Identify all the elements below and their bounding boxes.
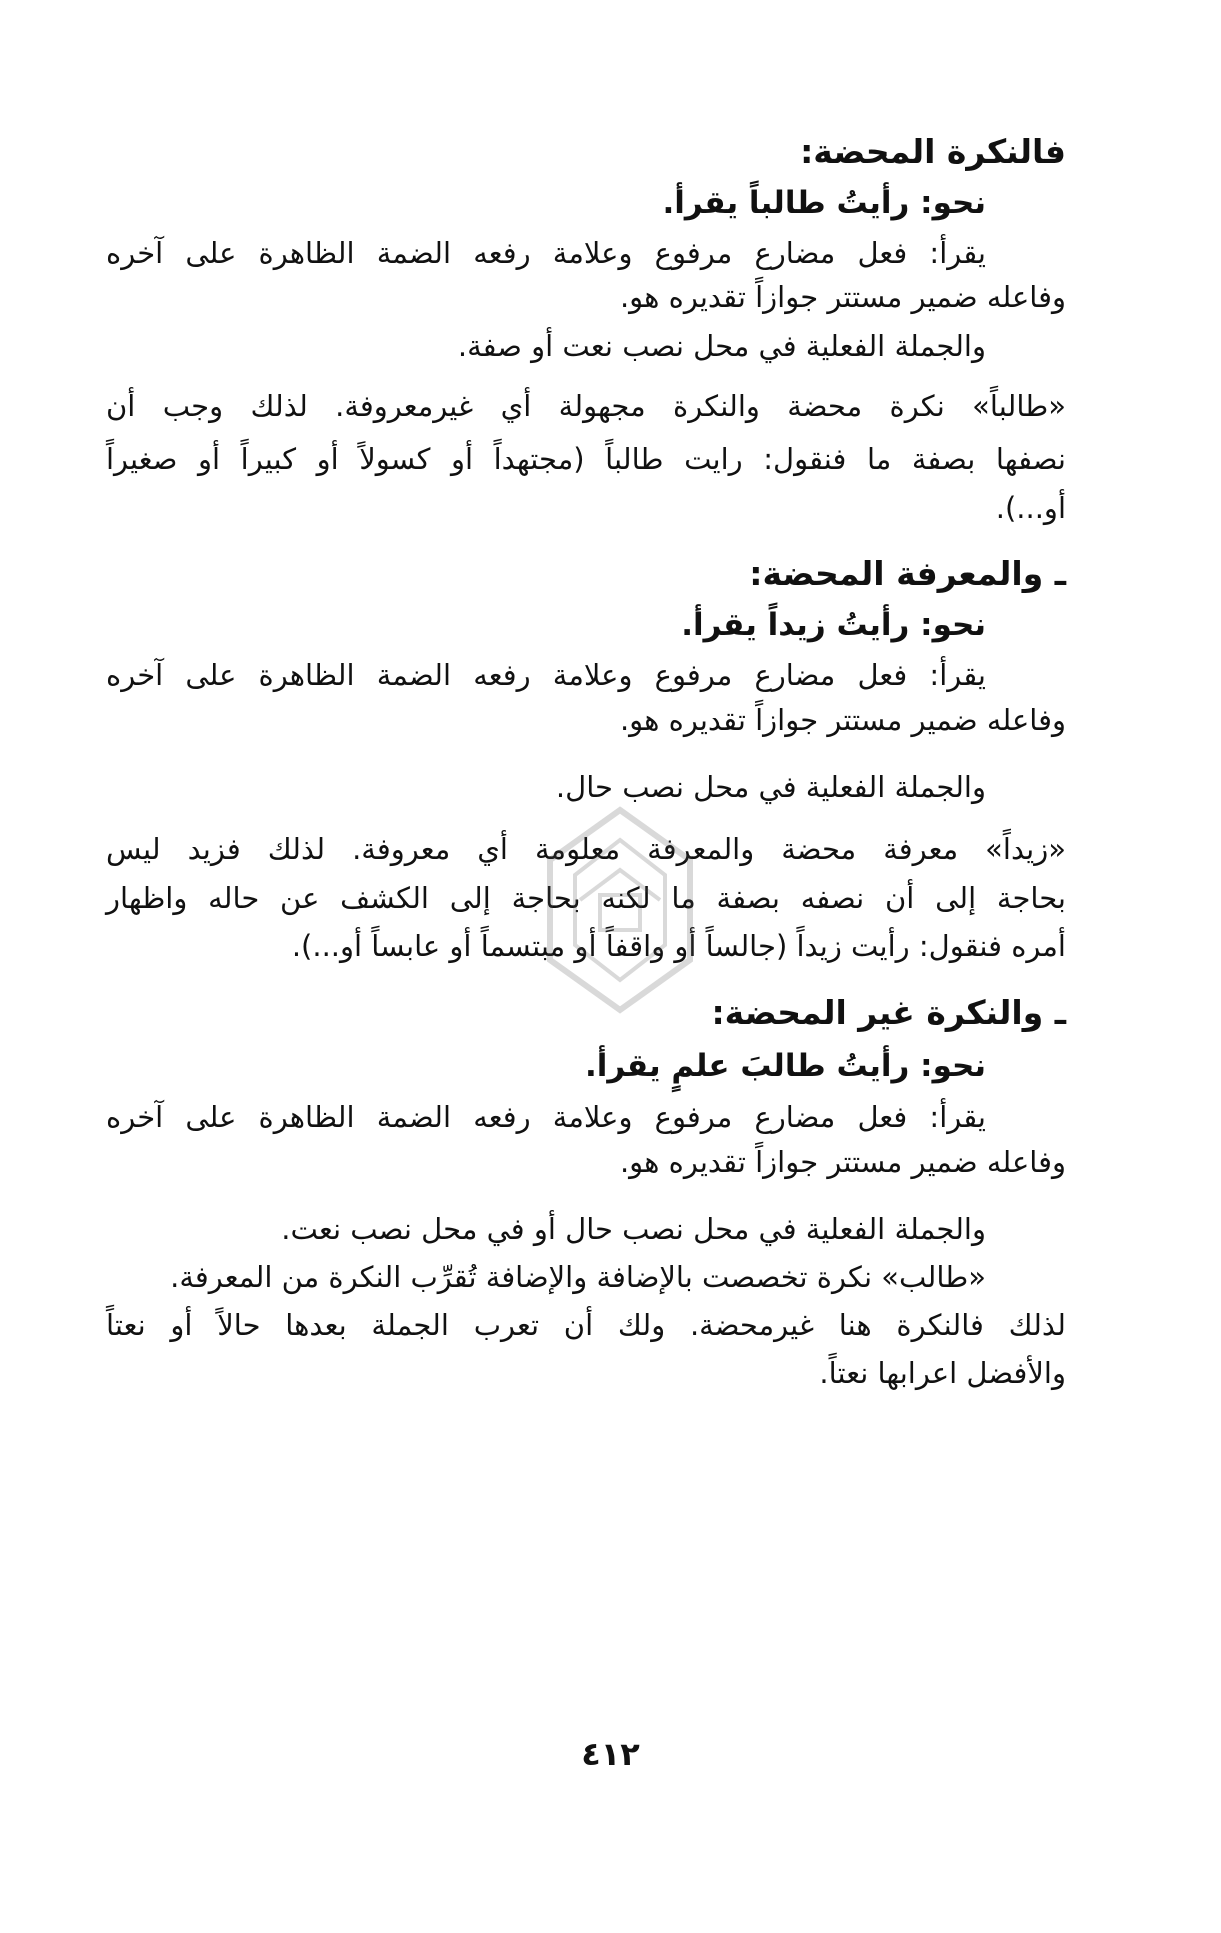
parse-line: يقرأ: فعل مضارع مرفوع وعلامة رفعه الضمة الظاهرة على آخره <box>106 1100 986 1134</box>
note-line: «زيداً» معرفة محضة والمعرفة معلومة أي معروفة. لذلك فزيد ليس <box>106 832 1066 866</box>
library-stamp-watermark <box>520 800 720 1020</box>
example-sentence: نحو: رأيتُ طالباً يقرأ. <box>662 185 986 221</box>
parse-line: يقرأ: فعل مضارع مرفوع وعلامة رفعه الضمة الظاهرة على آخره <box>106 236 986 270</box>
sentence-parse: والجملة الفعلية في محل نصب حال أو في محل نصب نعت. <box>281 1212 986 1246</box>
example-sentence: نحو: رأيتُ زيداً يقرأ. <box>681 607 986 643</box>
section-heading: فالنكرة المحضة: <box>800 132 1066 171</box>
note-line: «طالباً» نكرة محضة والنكرة مجهولة أي غيرمعروفة. لذلك وجب أن <box>106 389 1066 423</box>
note-line: لذلك فالنكرة هنا غيرمحضة. ولك أن تعرب الجملة بعدها حالاً أو نعتاً <box>106 1308 1066 1342</box>
example-sentence: نحو: رأيتُ طالبَ علمٍ يقرأ. <box>585 1048 986 1084</box>
section-heading: ـ والمعرفة المحضة: <box>749 554 1066 593</box>
note-line: أو...). <box>995 491 1066 525</box>
parse-line: وفاعله ضمير مستتر جوازاً تقديره هو. <box>619 280 1066 314</box>
sentence-parse: والجملة الفعلية في محل نصب نعت أو صفة. <box>457 329 986 363</box>
note-line: والأفضل اعرابها نعتاً. <box>819 1356 1066 1390</box>
section-heading: ـ والنكرة غير المحضة: <box>711 993 1066 1032</box>
note-line: أمره فنقول: رأيت زيداً (جالساً أو واقفاً أو مبتسماً أو عابساً أو...). <box>291 929 1066 963</box>
parse-line: وفاعله ضمير مستتر جوازاً تقديره هو. <box>619 703 1066 737</box>
parse-line: وفاعله ضمير مستتر جوازاً تقديره هو. <box>619 1145 1066 1179</box>
note-line: بحاجة إلى أن نصفه بصفة ما لكنه بحاجة إلى الكشف عن حاله واظهار <box>106 881 1066 915</box>
sentence-parse: والجملة الفعلية في محل نصب حال. <box>555 770 986 804</box>
parse-line: يقرأ: فعل مضارع مرفوع وعلامة رفعه الضمة الظاهرة على آخره <box>106 658 986 692</box>
note-line: نصفها بصفة ما فنقول: رايت طالباً (مجتهداً أو كسولاً أو كبيراً أو صغيراً <box>106 442 1066 476</box>
note-line: «طالب» نكرة تخصصت بالإضافة والإضافة تُقرِّب النكرة من المعرفة. <box>170 1260 986 1294</box>
page-number: ٤١٢ <box>581 1735 640 1773</box>
